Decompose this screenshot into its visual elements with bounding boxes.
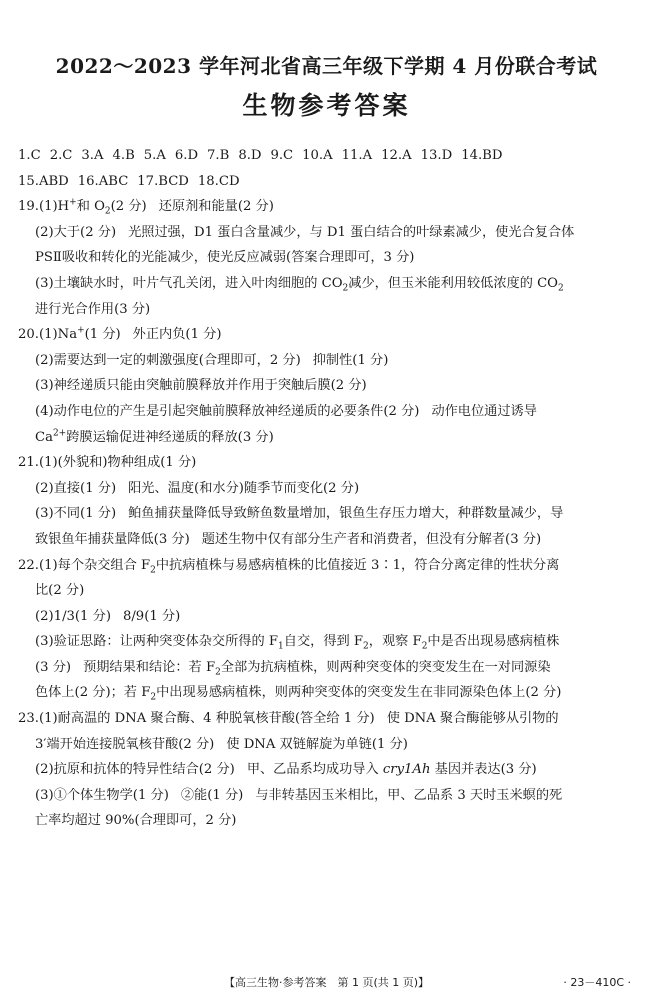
q22-line-5: (3 分) 预期结果和结论：若 $F_2$全部为抗病植株，则两种突变体的突变发生在一对同源染: [35, 659, 551, 678]
footer-code: · 23－410C ·: [563, 976, 631, 989]
page-footer: [0, 972, 653, 992]
q22-line-3: (2)1/3(1 分) 8/9(1 分): [35, 608, 181, 624]
q20-line-1: 20.(1)Na+(1 分) 外正内负(1 分): [18, 325, 222, 343]
q19-line-2: (2)大于(2 分) 光照过强，D1 蛋白含量减少，与 D1 蛋白结合的叶绿素减少，使光合复合体: [35, 224, 575, 240]
mc-answer: 17.BCD: [137, 173, 189, 189]
q23-line-2: 3′端开始连接脱氧核苷酸(2 分) 使 DNA 双链解旋为单链(1 分): [35, 736, 408, 752]
mc-answer: 5.A: [143, 148, 166, 163]
mc-answers-row-1: [18, 143, 640, 169]
q20-line-4: (4)动作电位的产生是引起突触前膜释放神经递质的必要条件(2 分) 动作电位通过诱导: [35, 403, 537, 419]
q21-line-3: (3)不同(1 分) 鲌鱼捕获量降低导致鲚鱼数量增加，银鱼生存压力增大，种群数量减少，导: [35, 506, 564, 522]
q19-line-3: PSⅡ吸收和转化的光能减少，使光反应减弱(答案合理即可，3 分): [35, 250, 415, 266]
page-title: 生物参考答案: [242, 91, 411, 120]
q19-line-5: 进行光合作用(3 分): [35, 301, 151, 317]
q23-line-1: 23.(1)耐高温的 DNA 聚合酶、4 种脱氧核苷酸(答全给 1 分) 使 DNA 聚合酶能够从引物的: [18, 711, 559, 727]
answer-body: [18, 143, 640, 834]
q19-line-4: (3)土壤缺水时，叶片气孔关闭，进入叶肉细胞的 $CO_2$减少，但玉米能利用较低浓度的 $CO_2$: [35, 275, 564, 294]
q23-line-3: (2)抗原和抗体的特异性结合(2 分) 甲、乙品系均成功导入 cry1Ah 基因并表达(3 分): [35, 762, 537, 778]
q23-line-4: (3)①个体生物学(1 分) ②能(1 分) 与非转基因玉米相比，甲、乙品系 3 天时玉米螟的死: [35, 787, 563, 803]
mc-answer: 12.A: [381, 148, 412, 163]
q19-line-1: 19.(1)H+和 $O_2(2$ 分) 还原剂和能量(2 分): [18, 197, 274, 217]
mc-answer: 8.D: [238, 148, 262, 163]
mc-answers-row-2: [18, 169, 640, 195]
q20-line-2: (2)需要达到一定的刺激强度(合理即可，2 分) 抑制性(1 分): [35, 352, 389, 368]
mc-answer: 11.A: [341, 148, 373, 163]
mc-answer: 7.B: [207, 148, 230, 163]
q22-line-6: 色体上(2 分)；若 $F_2$中出现易感病植株，则两种突变体的突变发生在非同源染色体上(2 分): [35, 685, 562, 704]
mc-answer: 13.D: [420, 148, 453, 163]
q22-line-4: (3)验证思路：让两种突变体杂交所得的 $F_1$自交，得到 $F_2$，观察 $F_2$中是否出现易感病植株: [35, 634, 560, 652]
mc-answer: 4.B: [112, 148, 135, 163]
mc-answer: 3.A: [81, 148, 104, 163]
q20-line-5: $Ca^{2+}$跨膜运输促进神经递质的释放(3 分): [35, 428, 274, 445]
mc-answer: 14.BD: [461, 148, 503, 163]
q21-line-1: 21.(1)(外貌和)物种组成(1 分): [18, 455, 197, 471]
mc-answer: 15.ABD: [18, 173, 69, 189]
mc-answer: 2.C: [49, 148, 73, 163]
mc-answer: 1.C: [18, 148, 41, 163]
mc-answer: 9.C: [270, 148, 294, 163]
q22-line-1: 22.(1)每个杂交组合 $F_2$中抗病植株与易感病植株的比值接近 3∶1，符合分离定律的性状分离: [18, 557, 560, 576]
mc-answer: 10.A: [302, 148, 333, 163]
q21-line-2: (2)直接(1 分) 阳光、温度(和水分)随季节而变化(2 分): [35, 480, 360, 496]
footer-page-info: 【高三生物·参考答案 第 1 页(共 1 页)】: [223, 976, 430, 989]
exam-title: 2022～2023 学年河北省高三年级下学期 4 月份联合考试: [55, 54, 598, 78]
q22-line-2: 比(2 分): [35, 583, 85, 599]
q21-line-4: 致银鱼年捕获量降低(3 分) 题述生物中仅有部分生产者和消费者，但没有分解者(3 分): [35, 531, 542, 547]
mc-answer: 6.D: [174, 148, 199, 163]
q20-line-3: (3)神经递质只能由突触前膜释放并作用于突触后膜(2 分): [35, 378, 367, 394]
mc-answer: 18.CD: [197, 173, 240, 189]
mc-answer: 16.ABC: [77, 173, 129, 189]
q23-line-5: 亡率均超过 90%(合理即可，2 分): [35, 813, 237, 829]
